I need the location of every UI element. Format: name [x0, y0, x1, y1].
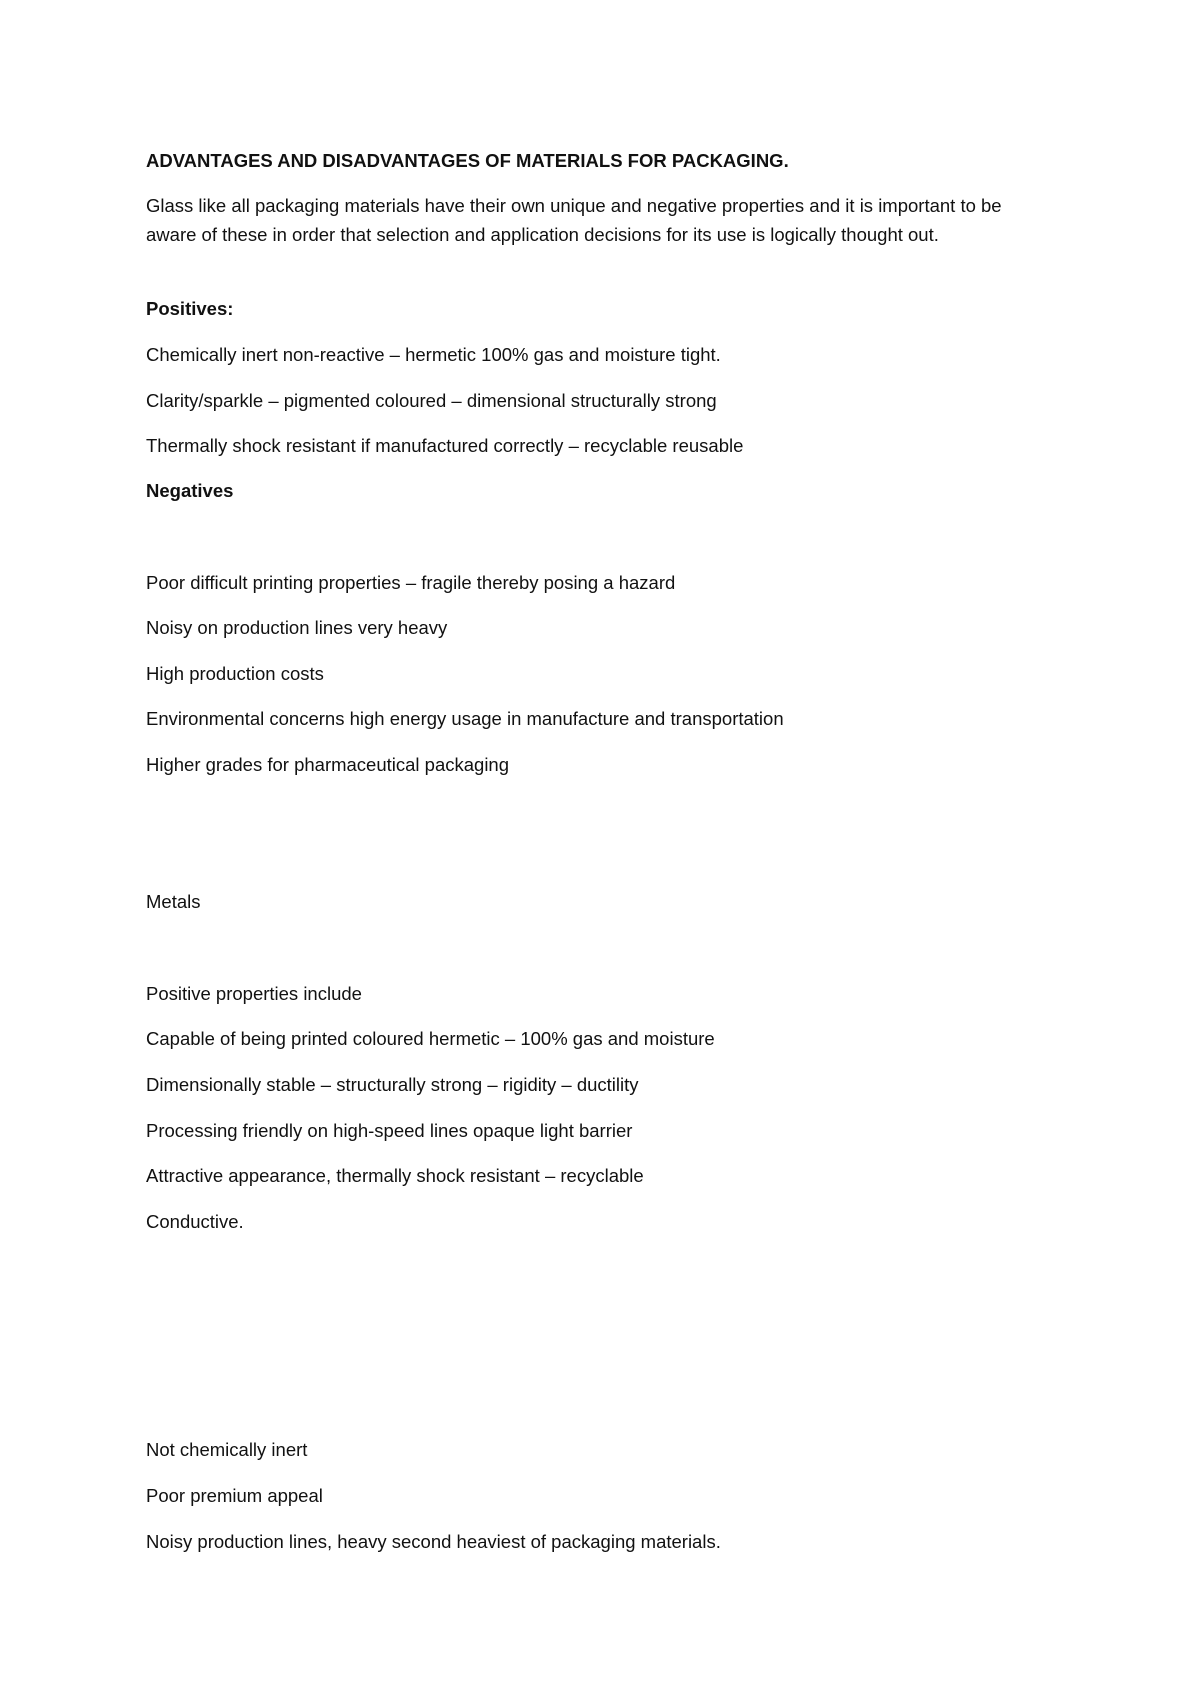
metals-positive-item: Processing friendly on high-speed lines opaque light barrier [146, 1120, 633, 1141]
metals-negative-item: Not chemically inert [146, 1439, 308, 1460]
glass-positive-item: Clarity/sparkle – pigmented coloured – dimensional structurally strong [146, 390, 717, 411]
glass-positive-item: Chemically inert non-reactive – hermetic 100% gas and moisture tight. [146, 344, 721, 365]
glass-positive-item: Thermally shock resistant if manufactured correctly – recyclable reusable [146, 435, 744, 456]
glass-negative-item: High production costs [146, 663, 324, 684]
glass-negative-item: Poor difficult printing properties – fragile thereby posing a hazard [146, 572, 676, 593]
metals-negative-item: Poor premium appeal [146, 1485, 323, 1506]
document-title: ADVANTAGES AND DISADVANTAGES OF MATERIALS FOR PACKAGING. [146, 150, 789, 171]
metals-positive-item: Attractive appearance, thermally shock resistant – recyclable [146, 1165, 644, 1186]
glass-positives-heading: Positives: [146, 298, 234, 319]
metals-positive-item: Capable of being printed coloured hermetic – 100% gas and moisture [146, 1028, 715, 1049]
metals-heading: Metals [146, 891, 201, 912]
metals-negative-item: Noisy production lines, heavy second heaviest of packaging materials. [146, 1531, 721, 1552]
glass-negative-item: Environmental concerns high energy usage in manufacture and transportation [146, 708, 784, 729]
glass-negatives-heading: Negatives [146, 480, 234, 501]
glass-negative-item: Noisy on production lines very heavy [146, 617, 448, 638]
intro-paragraph: Glass like all packaging materials have their own unique and negative properties and it is important to be aware of these in order that selection and application decisions for its use is logically thought out. [146, 195, 1002, 245]
metals-positive-item: Conductive. [146, 1211, 244, 1232]
glass-negative-item: Higher grades for pharmaceutical packaging [146, 754, 510, 775]
metals-positive-item: Dimensionally stable – structurally strong – rigidity – ductility [146, 1074, 639, 1095]
metals-positives-heading: Positive properties include [146, 983, 362, 1004]
